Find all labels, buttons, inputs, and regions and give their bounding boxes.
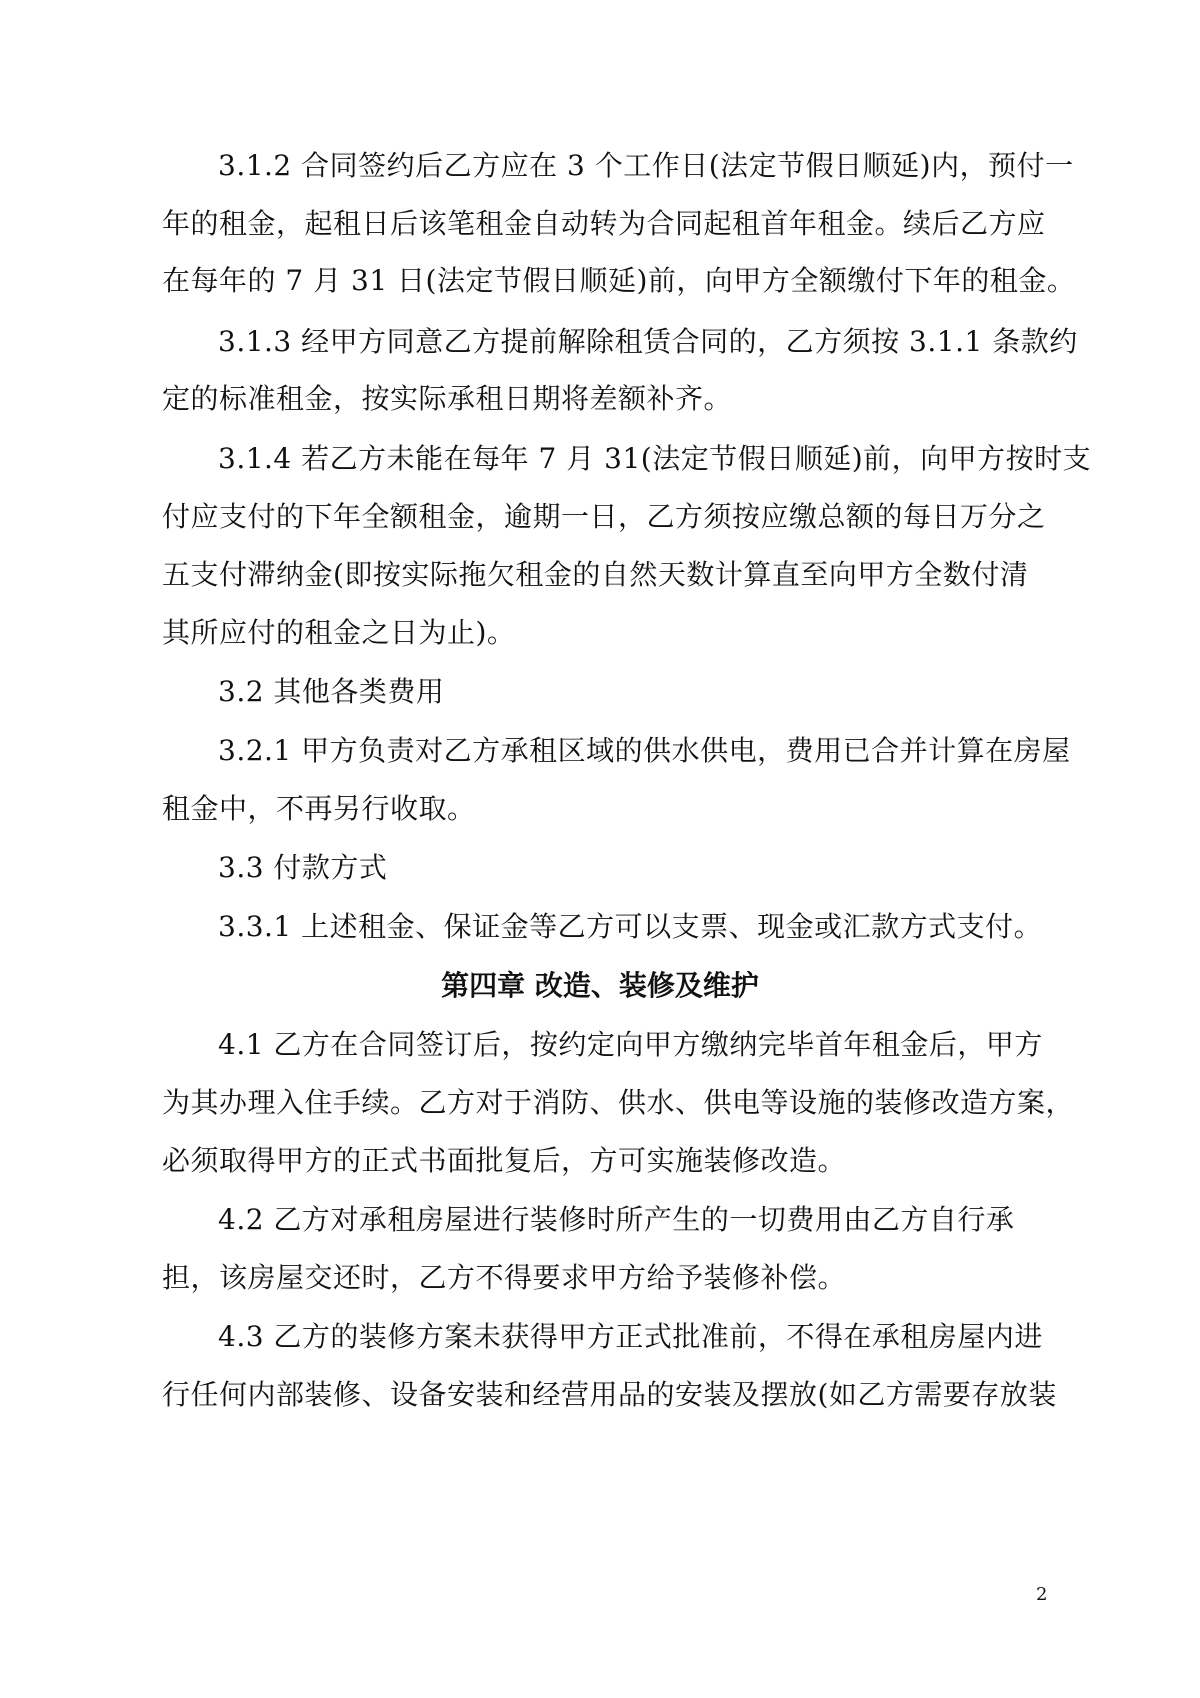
clause-3-1-4-line-3: 五支付滞纳金(即按实际拖欠租金的自然天数计算直至向甲方全数付清: [162, 558, 1029, 591]
section-3-2-title: 3.2 其他各类费用: [218, 675, 445, 708]
clause-4-1-line-1: 4.1 乙方在合同签订后，按约定向甲方缴纳完毕首年租金后，甲方: [218, 1028, 1043, 1061]
clause-3-1-2-line-3: 在每年的 7 月 31 日(法定节假日顺延)前，向甲方全额缴付下年的租金。: [162, 264, 1076, 297]
clause-4-1-line-3: 必须取得甲方的正式书面批复后，方可实施装修改造。: [162, 1144, 847, 1177]
clause-3-2-1-line-2: 租金中，不再另行收取。: [162, 792, 476, 825]
chapter-4-heading: 第四章 改造、装修及维护: [441, 969, 759, 1002]
clause-4-2-line-1: 4.2 乙方对承租房屋进行装修时所产生的一切费用由乙方自行承: [218, 1203, 1015, 1236]
clause-3-1-2-line-1: 3.1.2 合同签约后乙方应在 3 个工作日(法定节假日顺延)内，预付一: [218, 149, 1074, 182]
section-3-3-title: 3.3 付款方式: [218, 851, 388, 884]
clause-4-2-line-2: 担，该房屋交还时，乙方不得要求甲方给予装修补偿。: [162, 1261, 847, 1294]
clause-4-3-line-1: 4.3 乙方的装修方案未获得甲方正式批准前，不得在承租房屋内进: [218, 1320, 1043, 1353]
clause-4-1-line-2: 为其办理入住手续。乙方对于消防、供水、供电等设施的装修改造方案，: [162, 1086, 1075, 1119]
clause-3-1-3-line-2: 定的标准租金，按实际承租日期将差额补齐。: [162, 382, 733, 415]
clause-3-1-4-line-2: 付应支付的下年全额租金，逾期一日，乙方须按应缴总额的每日万分之: [162, 500, 1046, 533]
clause-3-2-1-line-1: 3.2.1 甲方负责对乙方承租区域的供水供电，费用已合并计算在房屋: [218, 734, 1071, 767]
clause-3-1-2-line-2: 年的租金，起租日后该笔租金自动转为合同起租首年租金。续后乙方应: [162, 207, 1046, 240]
clause-4-3-line-2: 行任何内部装修、设备安装和经营用品的安装及摆放(如乙方需要存放装: [162, 1378, 1057, 1411]
page-number: 2: [1036, 1584, 1048, 1605]
clause-3-3-1: 3.3.1 上述租金、保证金等乙方可以支票、现金或汇款方式支付。: [218, 910, 1043, 943]
clause-3-1-3-line-1: 3.1.3 经甲方同意乙方提前解除租赁合同的，乙方须按 3.1.1 条款约: [218, 325, 1078, 358]
clause-3-1-4-line-4: 其所应付的租金之日为止)。: [162, 616, 516, 649]
clause-3-1-4-line-1: 3.1.4 若乙方未能在每年 7 月 31(法定节假日顺延)前，向甲方按时支: [218, 442, 1092, 475]
